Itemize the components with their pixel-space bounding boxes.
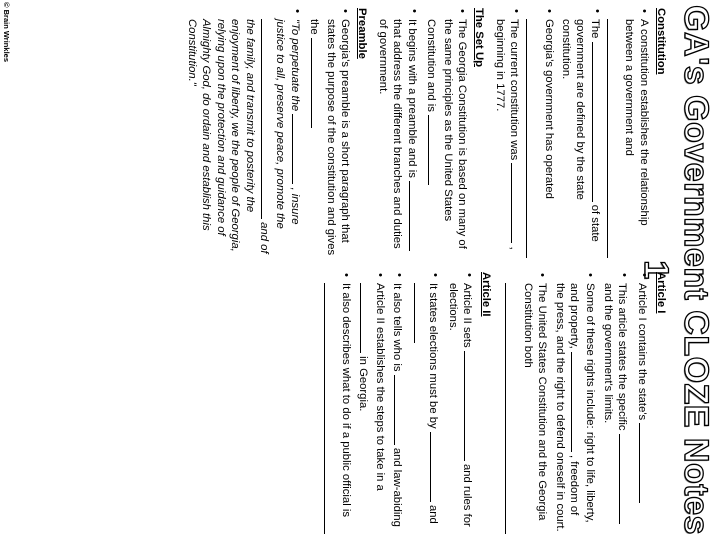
fill-in-blank[interactable]	[464, 351, 476, 461]
fill-in-blank[interactable]	[414, 283, 426, 343]
fill-in-blank[interactable]	[409, 181, 421, 251]
quote-text: and of the family, and transmit to posterity the enjoyment of liberty, we the people of Georgia, relying upon the protection and guidance of Almighty God, do ordain and establish this Constitution."	[186, 19, 271, 254]
fill-in-blank[interactable]	[511, 163, 523, 243]
fill-in-blank[interactable]	[607, 19, 621, 258]
list-item	[492, 8, 523, 258]
list-item	[390, 272, 406, 534]
item-text: This article states the specific	[616, 283, 629, 431]
item-text: and	[427, 504, 440, 524]
item-text: It also tells who is	[391, 283, 404, 372]
fill-in-blank[interactable]	[428, 115, 440, 185]
fill-in-blank[interactable]	[592, 42, 604, 202]
item-text: , beginning in 1777.	[493, 19, 521, 250]
fill-in-blank[interactable]	[639, 423, 651, 503]
item-text: the government's limits.	[601, 305, 614, 424]
fill-in-blank[interactable]	[311, 38, 323, 128]
section-heading-preamble: Preamble	[356, 8, 369, 59]
page-title: GA's Government CLOZE Notes 1	[637, 5, 715, 535]
list-item	[409, 272, 442, 534]
list-item	[307, 8, 352, 258]
fill-in-blank[interactable]	[526, 19, 540, 258]
item-text: Article II establishes the steps to take in a	[373, 283, 386, 491]
fill-in-blank[interactable]	[324, 283, 338, 534]
fill-in-blank[interactable]	[361, 283, 373, 353]
list-item	[445, 272, 476, 534]
item-text: Some of these rights include: right to life, liberty, and property,	[567, 283, 597, 523]
item-text: It states elections must be by	[427, 283, 440, 429]
item-text: Georgia's government has operated	[542, 19, 555, 199]
list-item	[607, 8, 651, 258]
item-text: It begins with a preamble and is	[405, 19, 418, 178]
list-item	[324, 272, 353, 534]
list-item	[559, 8, 604, 258]
item-text: The	[588, 19, 601, 39]
fill-in-blank[interactable]	[261, 19, 273, 219]
fill-in-blank[interactable]	[571, 352, 583, 452]
fill-in-blank[interactable]	[505, 283, 519, 534]
list-item	[424, 8, 469, 258]
list-item	[505, 272, 549, 534]
section-heading-article-2: Article II	[480, 272, 493, 317]
section-heading-constitution: Constitution	[655, 8, 667, 75]
list-item	[552, 272, 597, 534]
item-text: and rules for elections.	[446, 283, 473, 527]
item-text: The United States Constitution and the Georgia Constitution both	[521, 283, 549, 521]
item-text: The current constitution was	[508, 19, 521, 161]
item-text: Article I contains the state's	[635, 283, 648, 421]
item-text: It also describes what to do if a public official is	[340, 283, 353, 518]
item-text: and	[601, 283, 614, 302]
right-column	[324, 272, 668, 534]
item-text: of state government are	[574, 19, 601, 242]
item-text: Georgia's preamble is a short paragraph that states the purpose of the constitution and gives the	[308, 19, 352, 256]
section-heading-article-1: Article I	[655, 272, 667, 314]
fill-in-blank[interactable]	[292, 114, 304, 184]
list-item	[376, 8, 421, 258]
item-text: and law-abiding	[391, 447, 404, 527]
item-text: defined by the state constitution.	[559, 19, 587, 200]
list-item	[185, 8, 304, 258]
fill-in-blank[interactable]	[430, 432, 442, 502]
item-text: The Georgia Constitution is based on many of the same principles as the United States Constitution and is	[425, 19, 468, 249]
list-item	[356, 272, 387, 534]
copyright-text: © Brain Wrinkles	[2, 2, 11, 62]
left-column	[185, 8, 668, 258]
quote-text: "To perpetuate the	[288, 19, 301, 112]
list-item	[600, 272, 631, 534]
item-text: Article II sets	[460, 283, 473, 348]
item-text: in Georgia.	[357, 356, 370, 412]
item-text: , freedom of the press, and the right to defend oneself in court.	[553, 283, 580, 532]
section-heading-setup: The Set Up	[473, 8, 486, 67]
list-item	[526, 8, 555, 258]
fill-in-blank[interactable]	[619, 434, 631, 524]
item-text: that address the different branches and duties of government.	[376, 19, 404, 249]
quote-text: , insure justice to all, preserve peace, promote the	[274, 19, 301, 229]
fill-in-blank[interactable]	[394, 375, 406, 445]
list-item	[634, 272, 650, 534]
item-text: A constitution establishes the relationship between a government and	[623, 19, 650, 226]
